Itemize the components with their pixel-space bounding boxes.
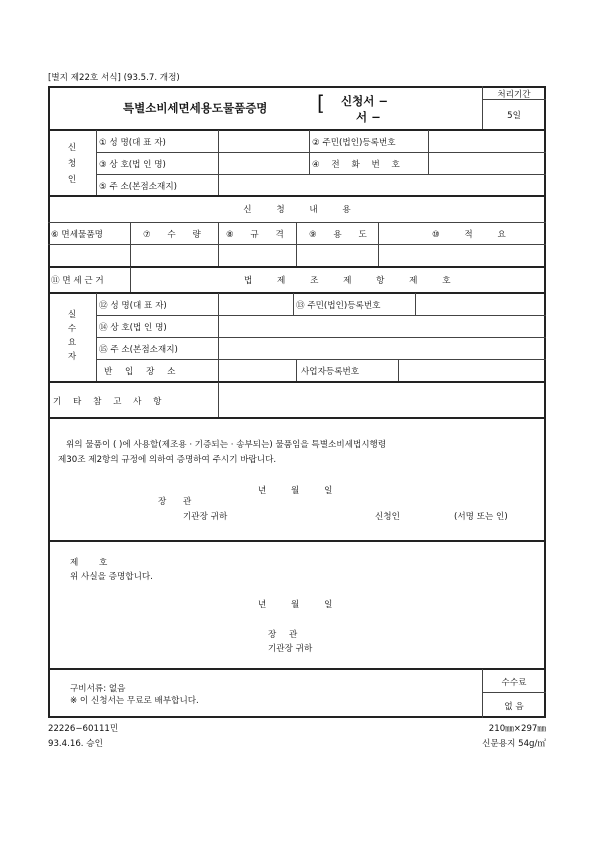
use-label: ⑨ 용 도: [309, 230, 367, 240]
basis-value: 법 제 조 제 항 제 호: [244, 276, 451, 286]
consumer-company-label: ⑭ 상 호(법 인 명): [99, 323, 167, 333]
consumer-address-label: ⑮ 주 소(본점소재지): [99, 345, 178, 355]
declaration-line-2: 제30조 제2항의 규정에 의하여 증명하여 주시기 바랍니다.: [58, 455, 277, 465]
processing-period-label: 처리기간: [497, 90, 531, 100]
declaration-to-title: 장 관: [158, 497, 192, 507]
approval-date: 93.4.16. 승인: [48, 739, 103, 749]
processing-period-value: 5일: [507, 111, 521, 121]
declaration-line-1: 위의 물품이 ( )에 사용할(제조용 · 기증되는 · 송부되는) 물품임을 특별소비세법시행령: [66, 440, 387, 450]
type-line-2: 서 −: [356, 110, 381, 124]
applicant-reg-label: ② 주민(법인)등록번호: [312, 138, 396, 148]
items-label: ⑥ 면세물품명: [51, 230, 103, 240]
applicant-address-label: ⑤ 주 소(본점소재지): [99, 182, 177, 192]
certificate-no: 제 호: [70, 558, 108, 568]
certificate-date: 년 월 일: [258, 600, 333, 610]
fee-label: 수수료: [501, 678, 527, 688]
declaration-applicant: 신청인: [375, 512, 400, 522]
form-id: [별지 제22호 서식] (93.5.7. 개정): [48, 73, 180, 83]
form-code: 22226−60111민: [48, 724, 119, 734]
declaration-date: 년 월 일: [258, 486, 333, 496]
applicant-company-label: ③ 상 호(법 인 명): [99, 160, 166, 170]
applicant-phone-label: ④ 전 화 번 호: [312, 160, 400, 170]
certificate-to-head: 기관장 귀하: [268, 644, 313, 654]
type-line-1: 신청서 −: [341, 94, 388, 108]
certificate-text: 위 사실을 증명합니다.: [70, 572, 153, 582]
consumer-reg-label: ⑬ 주민(법인)등록번호: [296, 301, 381, 311]
consumer-section-label: 실 수 요 자: [67, 310, 77, 362]
biz-no-label: 사업자등록번호: [301, 367, 360, 377]
qty-label: ⑦ 수 량: [143, 230, 201, 240]
spec-label: ⑧ 규 격: [226, 230, 284, 240]
delivery-place-label: 반 입 장 소: [104, 367, 176, 377]
summary-label: ⑩ 적 요: [432, 230, 506, 240]
form-title: 특별소비세면세용도물품증명: [123, 101, 268, 115]
free-distribution-note: ※ 이 신청서는 무료로 배부합니다.: [70, 696, 199, 706]
declaration-to-head: 기관장 귀하: [183, 512, 228, 522]
applicant-section-label: 신 청 인: [67, 143, 77, 185]
required-docs: 구비서류: 없음: [70, 684, 126, 694]
certificate-to-title: 장 관: [268, 630, 298, 640]
request-header: 신 청 내 용: [243, 205, 351, 215]
title-bracket: [: [317, 91, 325, 115]
consumer-name-label: ⑫ 성 명(대 표 자): [99, 301, 167, 311]
fee-value: 없 음: [504, 702, 524, 712]
notes-label: 기 타 참 고 사 항: [53, 397, 162, 407]
paper-size: 210㎜×297㎜: [488, 724, 546, 734]
applicant-name-label: ① 성 명(대 표 자): [99, 138, 166, 148]
basis-label: ⑪ 면 세 근 거: [51, 276, 104, 286]
paper-type: 신문용지 54g/㎡: [482, 739, 546, 749]
declaration-sign: (서명 또는 인): [454, 512, 508, 522]
